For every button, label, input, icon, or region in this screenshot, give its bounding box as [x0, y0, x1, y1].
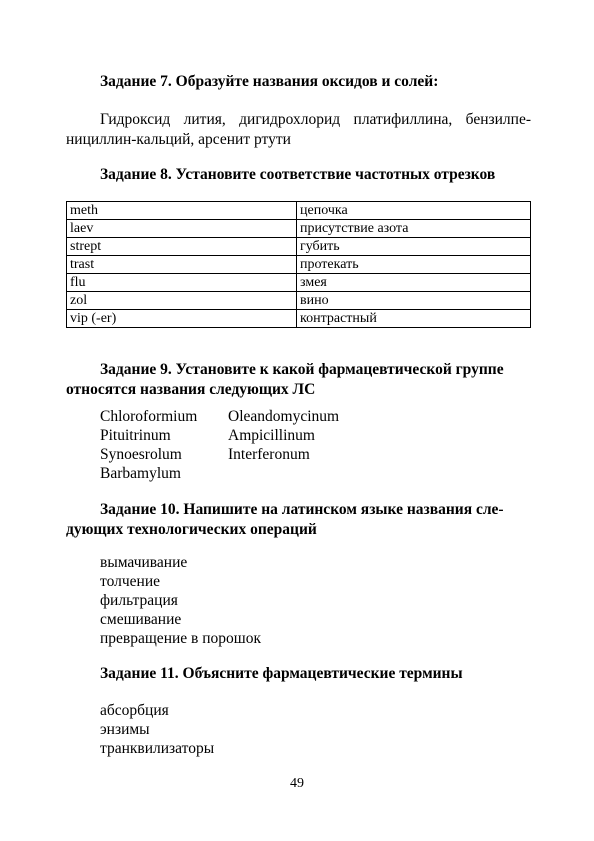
drug-names-column-2 — [228, 407, 339, 483]
task9-title-line2: относятся названия следующих ЛС — [66, 381, 316, 398]
meaning-cell: присутствие азота — [297, 220, 531, 238]
list-item: Pituitrinum — [100, 427, 171, 444]
segment-cell: flu — [67, 274, 297, 292]
list-item: абсорбция — [100, 702, 169, 719]
page-number: 49 — [290, 776, 304, 791]
list-item: Chloroformium — [100, 408, 198, 425]
table-row — [67, 238, 531, 256]
segment-cell: strept — [67, 238, 297, 256]
table-row — [67, 256, 531, 274]
meaning-cell: протекать — [297, 256, 531, 274]
segment-cell: trast — [67, 256, 297, 274]
list-item: Oleandomycinum — [228, 408, 340, 425]
task7-text-line1: Гидроксид лития, дигидрохлорид платифиллина, бензилпе- — [100, 111, 531, 128]
frequency-segments-table — [66, 201, 531, 328]
task7-text-line2: нициллин-кальций, арсенит ртути — [66, 131, 291, 148]
meaning-cell: цепочка — [297, 202, 531, 220]
meaning-cell: вино — [297, 292, 531, 310]
segment-cell: meth — [67, 202, 297, 220]
meaning-cell: змея — [297, 274, 531, 292]
operations-list — [100, 553, 261, 648]
drug-names-column-1 — [100, 407, 228, 483]
table-row — [67, 202, 531, 220]
list-item: Barbamylum — [100, 465, 181, 482]
drug-names-list — [100, 407, 339, 483]
list-item: Ampicillinum — [228, 427, 315, 444]
list-item: вымачивание — [100, 554, 188, 571]
table-row — [67, 310, 531, 328]
task10-title-line2: дующих технологических операций — [66, 521, 317, 538]
list-item: Synoesrolum — [100, 446, 182, 463]
task10-title-line1: Задание 10. Напишите на латинском языке названия сле- — [100, 501, 504, 518]
list-item: фильтрация — [100, 592, 178, 609]
list-item: толчение — [100, 573, 160, 590]
list-item: смешивание — [100, 611, 182, 628]
task8-title: Задание 8. Установите соответствие частотных отрезков — [100, 166, 496, 183]
list-item: Interferonum — [228, 446, 310, 463]
meaning-cell: контрастный — [297, 310, 531, 328]
segment-cell: laev — [67, 220, 297, 238]
segment-cell: vip (-er) — [67, 310, 297, 328]
table-row — [67, 292, 531, 310]
task9-title-line1: Задание 9. Установите к какой фармацевтической группе — [100, 361, 504, 378]
list-item: энзимы — [100, 721, 150, 738]
segment-cell: zol — [67, 292, 297, 310]
terms-list — [100, 701, 214, 758]
table-row — [67, 274, 531, 292]
task7-title: Задание 7. Образуйте названия оксидов и солей: — [100, 73, 439, 90]
list-item: транквилизаторы — [100, 740, 215, 757]
table-row — [67, 220, 531, 238]
list-item: превращение в порошок — [100, 630, 261, 647]
task11-title: Задание 11. Объясните фармацевтические термины — [100, 665, 463, 682]
meaning-cell: губить — [297, 238, 531, 256]
